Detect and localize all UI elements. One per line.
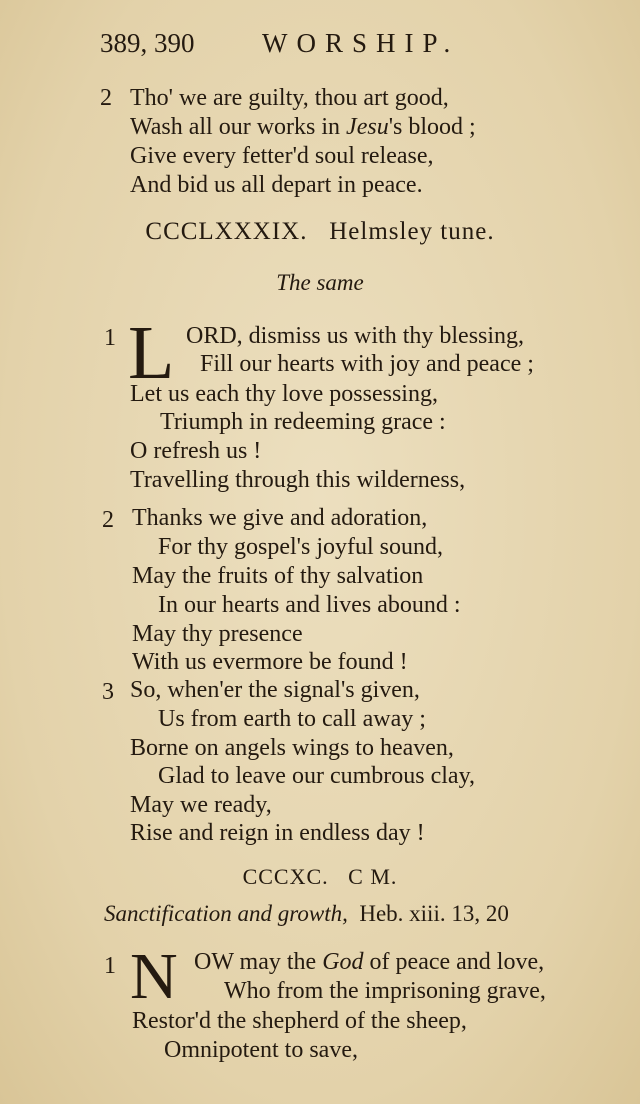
stanza-number: 3 bbox=[102, 679, 114, 705]
verse-line: O refresh us ! bbox=[130, 438, 262, 464]
verse-line bbox=[130, 113, 476, 141]
hymn-meter: C M. bbox=[348, 864, 398, 889]
running-title: WORSHIP. bbox=[262, 28, 460, 58]
verse-line-text: Wash all our works in bbox=[130, 114, 347, 140]
hymn-heading bbox=[0, 864, 640, 890]
drop-cap: N bbox=[130, 940, 178, 1013]
verse-line: Glad to leave our cumbrous clay, bbox=[158, 763, 476, 789]
verse-line bbox=[194, 948, 544, 976]
verse-line-text: 's blood ; bbox=[388, 114, 476, 140]
verse-line: Tho' we are guilty, thou art good, bbox=[130, 85, 449, 111]
verse-line: And bid us all depart in peace. bbox=[130, 172, 423, 198]
verse-line: Let us each thy love possessing, bbox=[130, 381, 438, 407]
page-numbers: 389, 390 bbox=[100, 28, 195, 58]
hymn-tune: Helmsley tune. bbox=[329, 218, 495, 245]
verse-line-text: OW may the bbox=[194, 949, 323, 975]
hymn-number: CCCXC. bbox=[242, 864, 329, 889]
stanza-number: 2 bbox=[102, 507, 114, 533]
verse-line: So, when'er the signal's given, bbox=[130, 677, 420, 703]
verse-line: For thy gospel's joyful sound, bbox=[158, 534, 443, 560]
verse-line-text: of peace and love, bbox=[363, 949, 545, 975]
verse-line: Fill our hearts with joy and peace ; bbox=[200, 351, 534, 377]
verse-line: Omnipotent to save, bbox=[164, 1037, 358, 1063]
verse-line: Us from earth to call away ; bbox=[158, 706, 426, 732]
hymn-subtitle: The same bbox=[276, 270, 364, 295]
verse-line: Triumph in redeeming grace : bbox=[160, 409, 446, 435]
drop-cap: L bbox=[128, 311, 175, 395]
stanza-number: 1 bbox=[104, 325, 116, 351]
verse-line: Who from the imprisoning grave, bbox=[224, 978, 546, 1004]
verse-line: Travelling through this wilderness, bbox=[130, 467, 466, 493]
verse-line: Borne on angels wings to heaven, bbox=[130, 735, 454, 761]
hymn-number: CCCLXXXIX. bbox=[145, 218, 308, 245]
verse-line: May the fruits of thy salvation bbox=[132, 563, 424, 589]
page-header bbox=[100, 28, 600, 62]
verse-line: May thy presence bbox=[132, 621, 303, 647]
verse-line: In our hearts and lives abound : bbox=[158, 592, 461, 618]
verse-line: May we ready, bbox=[130, 792, 272, 818]
hymn-heading bbox=[0, 218, 640, 246]
scripture-reference: Heb. xiii. 13, 20 bbox=[359, 901, 509, 926]
subtitle-italic: Sanctification and growth, bbox=[104, 901, 348, 926]
verse-line: Rise and reign in endless day ! bbox=[130, 820, 425, 846]
hymn-subtitle bbox=[104, 900, 509, 928]
verse-line: Give every fetter'd soul release, bbox=[130, 143, 434, 169]
verse-italic-word: Jesu bbox=[346, 114, 389, 140]
stanza-number: 1 bbox=[104, 953, 116, 979]
verse-line: Restor'd the shepherd of the sheep, bbox=[132, 1008, 467, 1034]
verse-line: With us evermore be found ! bbox=[132, 649, 408, 675]
verse-line: ORD, dismiss us with thy blessing, bbox=[186, 323, 525, 349]
verse-line: Thanks we give and adoration, bbox=[132, 505, 428, 531]
verse-italic-word: God bbox=[322, 949, 364, 975]
stanza-number: 2 bbox=[100, 85, 112, 111]
